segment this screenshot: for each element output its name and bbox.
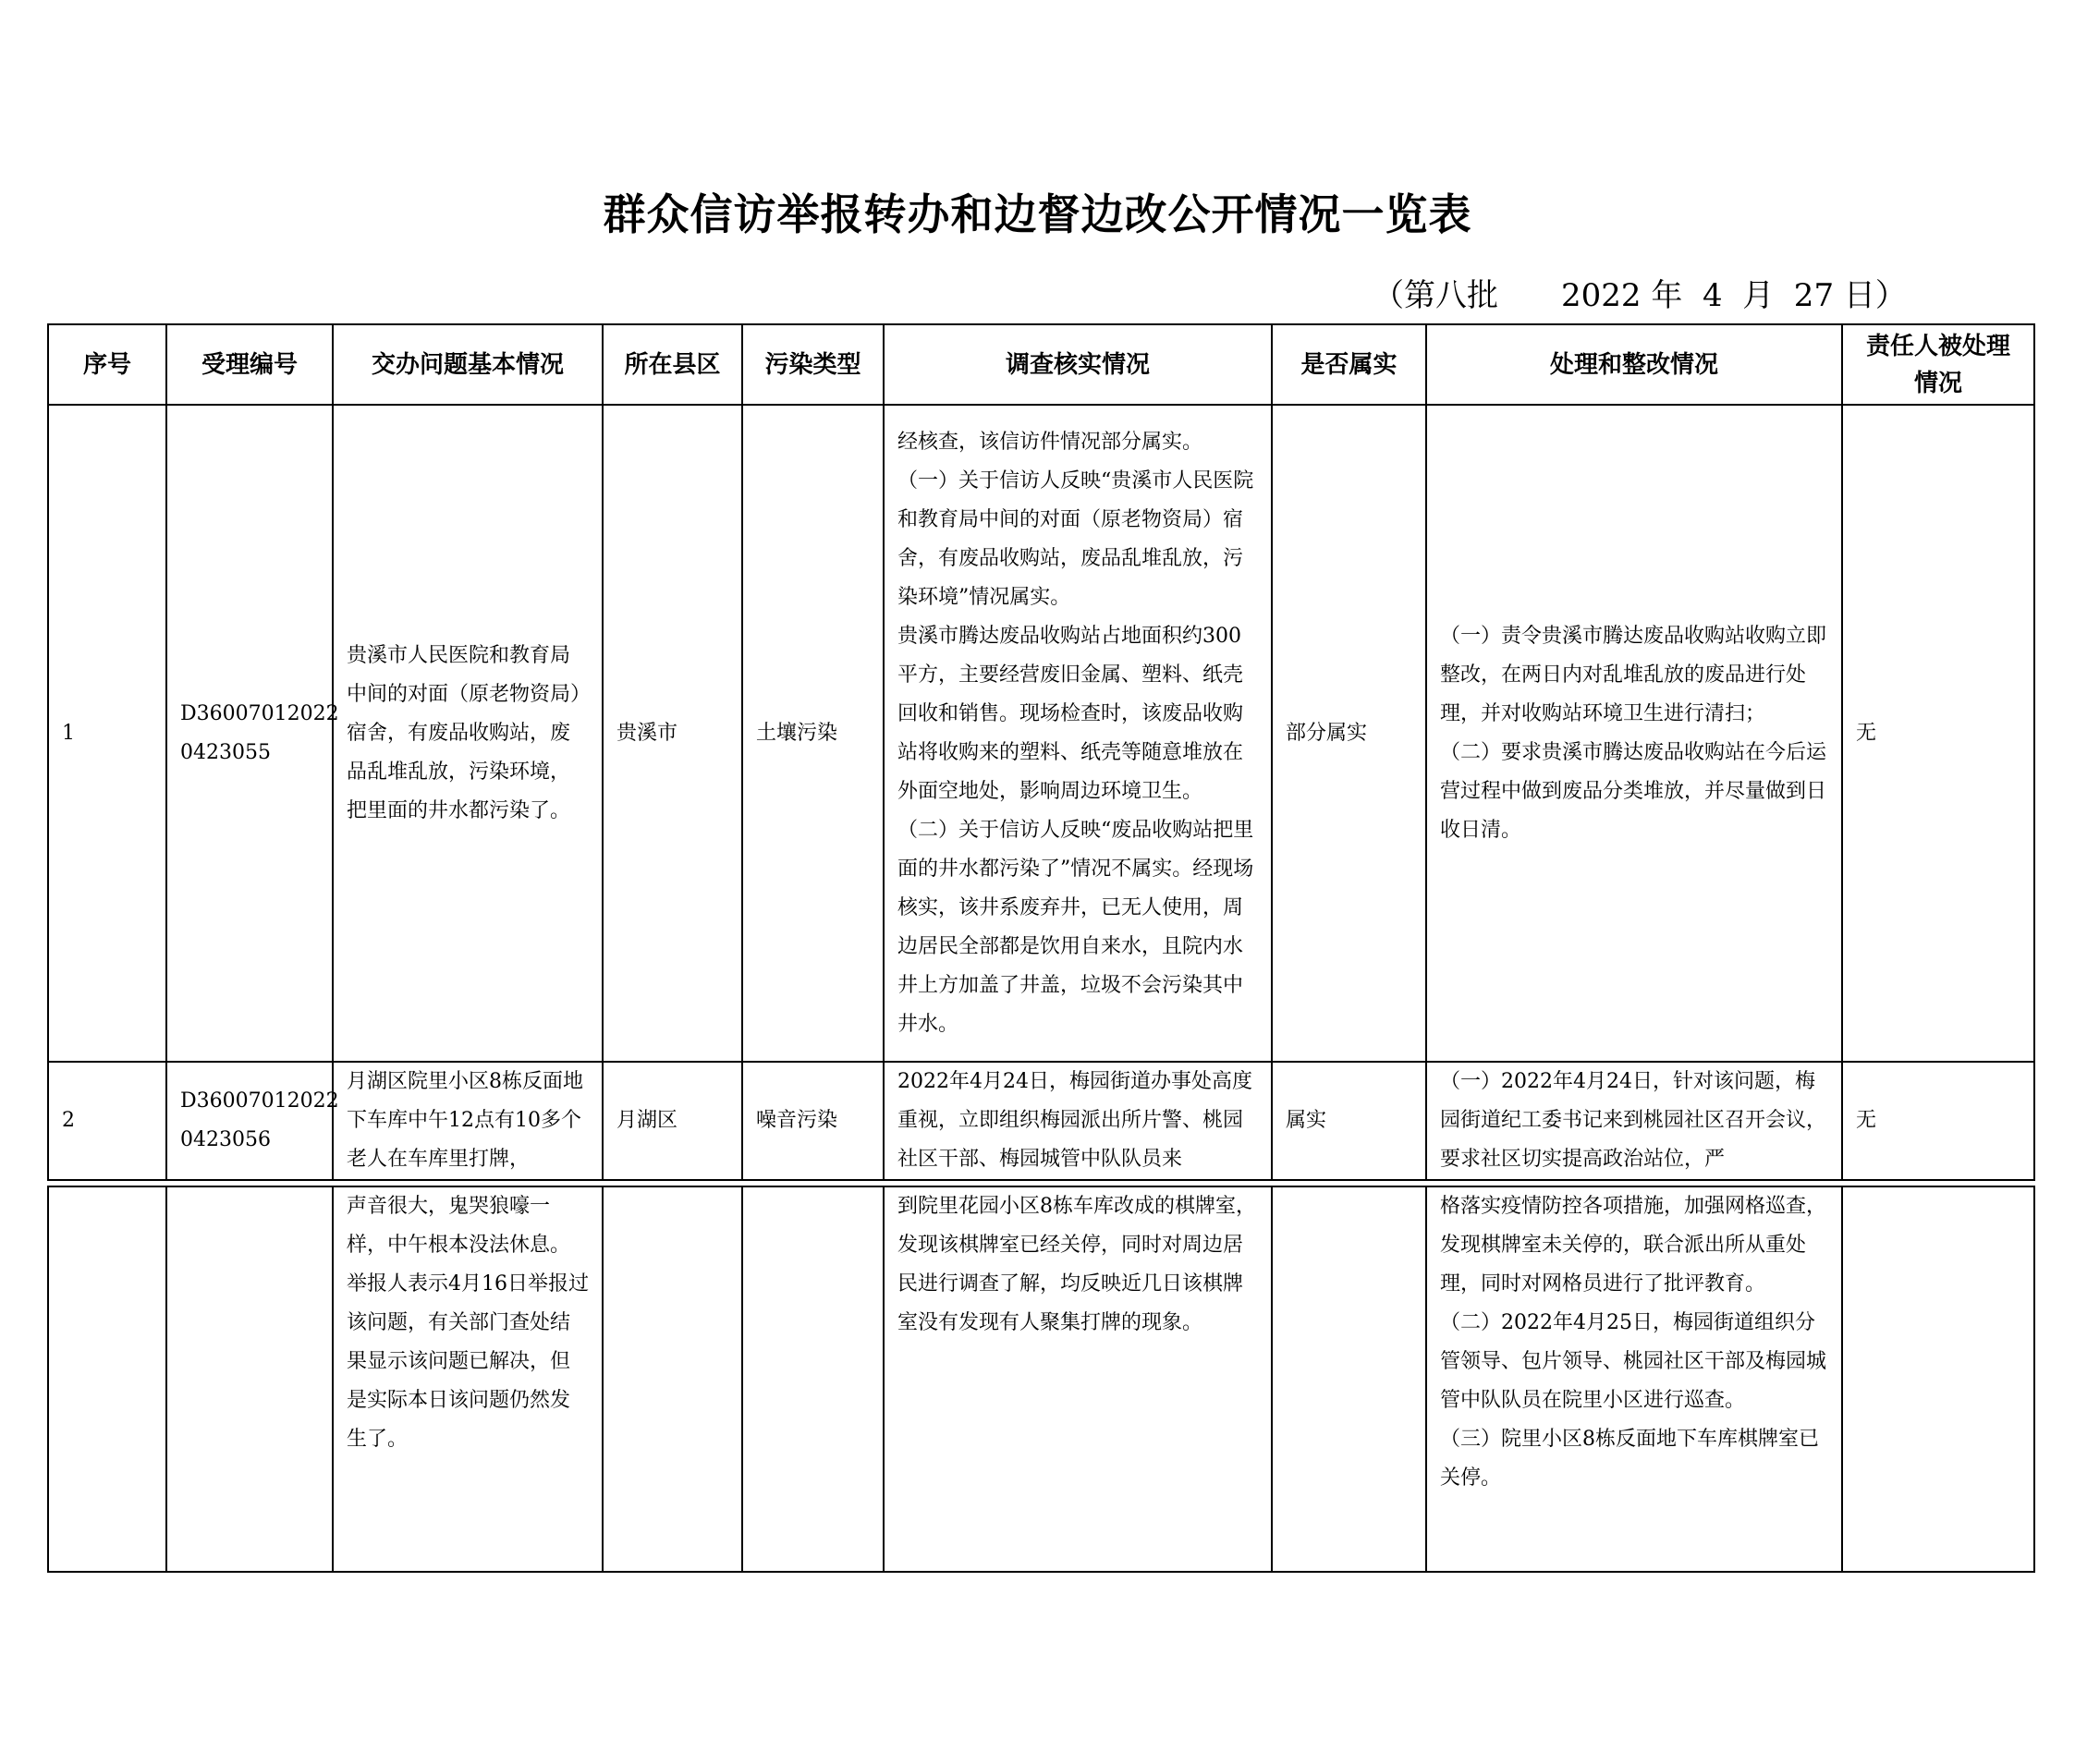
cell-problem: 贵溪市人民医院和教育局中间的对面（原老物资局）宿舍，有废品收购站，废品乱堆乱放，污染环境，把里面的井水都污染了。: [333, 405, 603, 1062]
header-rectification: 处理和整改情况: [1426, 324, 1842, 405]
cell-investigation: 2022年4月24日，梅园街道办事处高度重视，立即组织梅园派出所片警、桃园社区干部、梅园城管中队队员来: [884, 1062, 1272, 1180]
paragraph: （一）关于信访人反映“贵溪市人民医院和教育局中间的对面（原老物资局）宿舍，有废品收购站，废品乱堆乱放，污染环境”情况属实。: [897, 468, 1254, 609]
paragraph: （二）关于信访人反映“废品收购站把里面的井水都污染了”情况不属实。经现场核实，该井系废弃井，已无人使用，周边居民全部都是饮用自来水，且院内水井上方加盖了井盖，垃圾不会污染其中井水。: [897, 818, 1254, 1036]
case-no-line: D36007012022: [180, 1089, 339, 1113]
page-title: 群众信访举报转办和边督边改公开情况一览表: [603, 189, 1472, 239]
cell-rectification: [1426, 1186, 1842, 1572]
table-row: [48, 405, 2034, 1062]
cell-problem: 月湖区院里小区8栋反面地下车库中午12点有10多个老人在车库里打牌，: [333, 1062, 603, 1180]
complaint-table: [47, 323, 2035, 1181]
paragraph: （二）2022年4月25日，梅园街道组织分管领导、包片领导、桃园社区干部及梅园城管中队队员在院里小区进行巡查。: [1440, 1311, 1827, 1412]
paragraph: 经核查，该信访件情况部分属实。: [897, 430, 1203, 454]
case-no-line: 0423055: [180, 740, 271, 764]
cell-pollution-type: [742, 1186, 884, 1572]
table-row-continued: [48, 1186, 2034, 1572]
header-index: 序号: [48, 324, 166, 405]
cell-rectification: （一）2022年4月24日，针对该问题，梅园街道纪工委书记来到桃园社区召开会议，要求社区切实提高政治站位，严: [1426, 1062, 1842, 1180]
cell-case-no: [166, 1062, 339, 1180]
cell-investigation: [884, 405, 1272, 1062]
header-investigation: 调查核实情况: [884, 324, 1272, 405]
paragraph: （二）要求贵溪市腾达废品收购站在今后运营过程中做到废品分类堆放，并尽量做到日收日清。: [1440, 740, 1827, 842]
header-pollution-type: 污染类型: [742, 324, 884, 405]
cell-index: [48, 1186, 166, 1572]
cell-district: 月湖区: [603, 1062, 742, 1180]
cell-responsible: 无: [1842, 1062, 2034, 1180]
case-no-line: 0423056: [180, 1128, 271, 1151]
cell-index: 1: [48, 405, 166, 1062]
cell-problem: 声音很大，鬼哭狼嚎一样，中午根本没法休息。举报人表示4月16日举报过该问题，有关部门查处结果显示该问题已解决，但是实际本日该问题仍然发生了。: [333, 1186, 603, 1572]
header-responsible: 责任人被处理情况: [1842, 324, 2034, 405]
paragraph: 贵溪市腾达废品收购站占地面积约300平方，主要经营废旧金属、塑料、纸壳回收和销售。现场检查时，该废品收购站将收购来的塑料、纸壳等随意堆放在外面空地处，影响周边环境卫生。: [897, 624, 1244, 803]
header-problem: 交办问题基本情况: [333, 324, 603, 405]
case-no-line: D36007012022: [180, 701, 339, 725]
paragraph: （三）院里小区8栋反面地下车库棋牌室已关停。: [1440, 1428, 1819, 1490]
cell-responsible: 无: [1842, 405, 2034, 1062]
cell-investigation: 到院里花园小区8栋车库改成的棋牌室，发现该棋牌室已经关停，同时对周边居民进行调查了解，均反映近几日该棋牌室没有发现有人聚集打牌的现象。: [884, 1186, 1272, 1572]
batch-date: （第八批 2022 年 4 月 27 日）: [1373, 277, 1907, 314]
header-district: 所在县区: [603, 324, 742, 405]
cell-pollution-type: 噪音污染: [742, 1062, 884, 1180]
table-header-row: [48, 324, 2034, 405]
header-case-no: 受理编号: [166, 324, 333, 405]
paragraph: 格落实疫情防控各项措施，加强网格巡查，发现棋牌室未关停的，联合派出所从重处理，同时对网格员进行了批评教育。: [1440, 1195, 1827, 1296]
cell-pollution-type: 土壤污染: [742, 405, 884, 1062]
cell-verified: [1272, 1186, 1426, 1572]
cell-verified: 属实: [1272, 1062, 1426, 1180]
cell-case-no: [166, 405, 339, 1062]
cell-rectification: [1426, 405, 1842, 1062]
cell-district: 贵溪市: [603, 405, 742, 1062]
cell-case-no: [166, 1186, 333, 1572]
complaint-table-continued: [47, 1186, 2035, 1573]
paragraph: （一）责令贵溪市腾达废品收购站收购立即整改，在两日内对乱堆乱放的废品进行处理，并对收购站环境卫生进行清扫；: [1440, 624, 1827, 725]
cell-verified: 部分属实: [1272, 405, 1426, 1062]
cell-responsible: [1842, 1186, 2034, 1572]
cell-district: [603, 1186, 742, 1572]
table-row: [48, 1062, 2034, 1180]
header-verified: 是否属实: [1272, 324, 1426, 405]
cell-index: 2: [48, 1062, 166, 1180]
